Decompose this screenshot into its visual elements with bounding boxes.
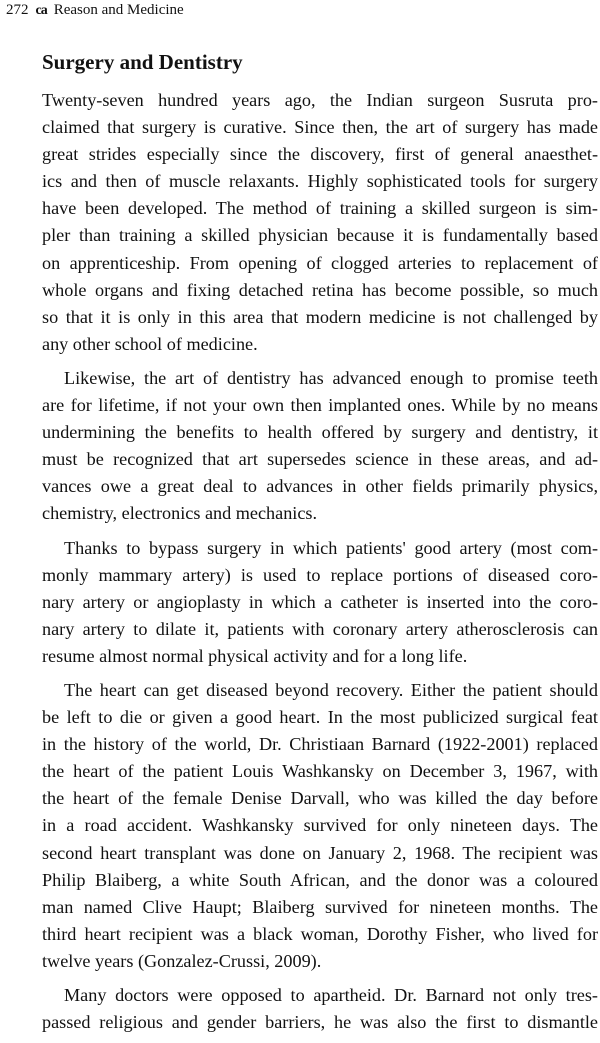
text-line: passed religious and gender barriers, he was also the first to dismantle <box>42 1012 598 1033</box>
body-text <box>42 87 598 1043</box>
book-title: Reason and Medicine <box>53 2 184 18</box>
text-line: second heart transplant was done on January 2, 1968. The recipient was <box>42 842 598 863</box>
paragraph <box>42 87 598 358</box>
text-line: Likewise, the art of dentistry has advanced enough to promise teeth <box>64 367 598 388</box>
text-line: undermining the benefits to health offered by surgery and dentistry, it <box>42 422 598 443</box>
text-line: vances owe a great deal to advances in other fields primarily physics, <box>42 476 598 497</box>
text-line: Twenty-seven hundred years ago, the Indian surgeon Susruta pro- <box>42 90 598 110</box>
text-line: Many doctors were opposed to apartheid. Dr. Barnard not only tres- <box>64 985 598 1005</box>
text-line: in the history of the world, Dr. Christiaan Barnard (1922-2001) replaced <box>42 734 598 755</box>
text-line: in a road accident. Washkansky survived for only nineteen days. The <box>42 815 598 836</box>
text-line: on apprenticeship. From opening of clogged arteries to replacement of <box>42 252 598 273</box>
text-line: chemistry, electronics and mechanics. <box>42 503 318 524</box>
running-head <box>6 2 184 19</box>
page-number: 272 <box>6 2 29 18</box>
text-line: have been developed. The method of training a skilled surgeon is sim- <box>42 198 598 219</box>
text-line: man named Clive Haupt; Blaiberg survived for nineteen months. The <box>42 896 598 917</box>
text-line: The heart can get diseased beyond recovery. Either the patient should <box>64 679 598 700</box>
text-line: third heart recipient was a black woman, Dorothy Fisher, who lived for <box>42 923 598 944</box>
text-line: whole organs and fixing detached retina has become possible, so much <box>42 279 598 300</box>
text-line: twelve years (Gonzalez-Crussi, 2009). <box>42 950 322 971</box>
text-line: nary artery to dilate it, patients with coronary artery atherosclerosis can <box>42 618 598 639</box>
text-line: great strides especially since the discovery, first of general anaesthet- <box>42 144 598 165</box>
text-line: Thanks to bypass surgery in which patients' good artery (most com- <box>64 537 598 558</box>
text-line: resume almost normal physical activity and for a long life. <box>42 645 468 666</box>
text-line: the heart of the female Denise Darvall, who was killed the day before <box>42 788 598 809</box>
text-line: pler than training a skilled physician because it is fundamentally based <box>42 225 598 246</box>
text-line: are for lifetime, if not your own then implanted ones. While by no means <box>42 395 598 416</box>
ornament-glyph: ca <box>35 2 47 18</box>
text-line: ics and then of muscle relaxants. Highly sophisticated tools for surgery <box>42 171 598 192</box>
text-line: so that it is only in this area that modern medicine is not challenged by <box>42 306 598 327</box>
text-line: claimed that surgery is curative. Since then, the art of surgery has made <box>42 117 598 138</box>
text-line: must be recognized that art supersedes science in these areas, and ad- <box>42 449 598 470</box>
text-line: the heart of the patient Louis Washkansky on December 3, 1967, with <box>42 761 598 782</box>
text-line: any other school of medicine. <box>42 333 258 354</box>
text-line: monly mammary artery) is used to replace portions of diseased coro- <box>42 564 598 585</box>
paragraph <box>42 982 598 1036</box>
text-line: nary artery or angioplasty in which a catheter is inserted into the coro- <box>42 591 598 612</box>
paragraph <box>42 535 598 670</box>
section-heading: Surgery and Dentistry <box>42 50 243 74</box>
text-line: be left to die or given a good heart. In the most publicized surgical feat <box>42 707 598 728</box>
paragraph <box>42 677 598 975</box>
text-line: Philip Blaiberg, a white South African, and the donor was a coloured <box>42 869 598 890</box>
paragraph <box>42 365 598 528</box>
